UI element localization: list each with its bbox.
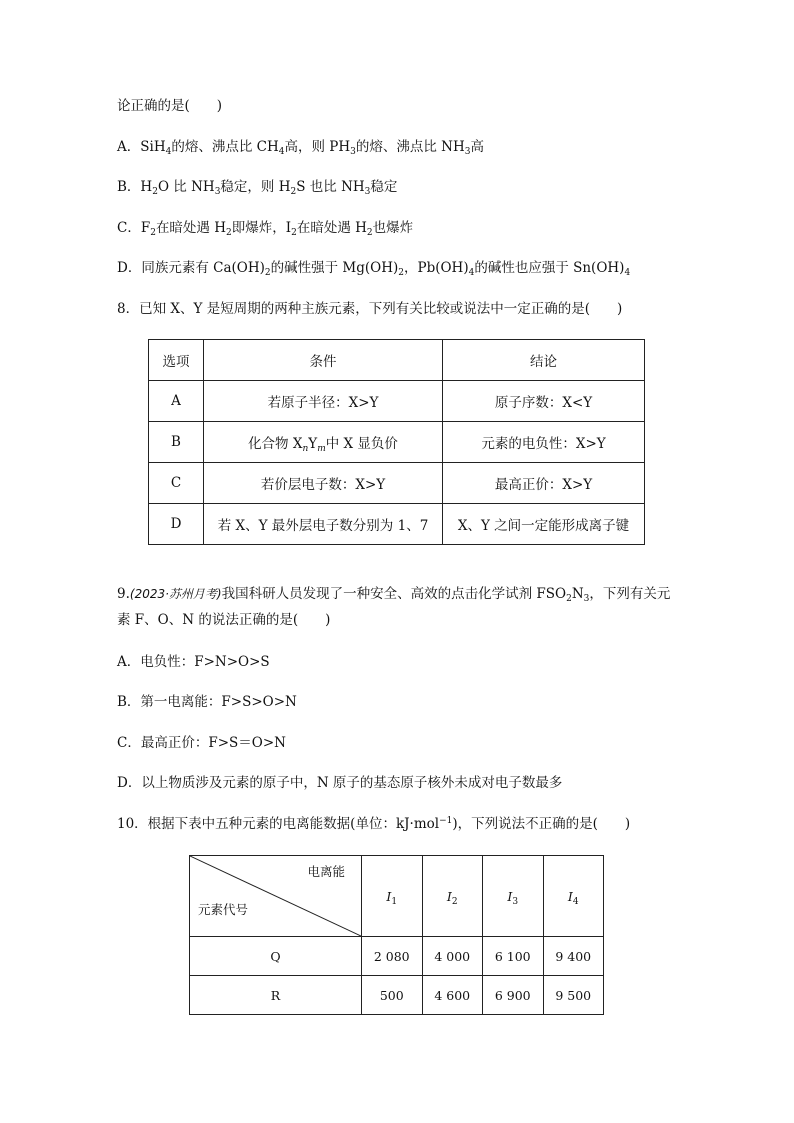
q9-option-b: B．第一电离能：F>S>O>N	[117, 694, 297, 710]
table-row	[149, 504, 645, 545]
q7-option-b: B．$H_2O$ 比 $NH_3$稳定，则 $H_2S$ 也比 $NH_3$稳定	[117, 179, 398, 197]
header-i3: $I_3$	[483, 856, 544, 937]
cell-value: 9 400	[543, 937, 604, 976]
q10-stem: 10．根据下表中五种元素的电离能数据(单位：kJ·mol$^{-1}$)，下列说法不正确的是( )	[117, 816, 631, 832]
table-header-row	[149, 340, 645, 381]
table-row	[190, 976, 604, 1015]
cell-value: 4 600	[422, 976, 483, 1015]
cell-condition: 若原子半径：X>Y	[204, 381, 443, 422]
header-i2: $I_2$	[422, 856, 483, 937]
q7-option-c: C．$F_2$在暗处遇 $H_2$即爆炸，$I_2$在暗处遇 $H_2$也爆炸	[117, 220, 414, 238]
corner-label-bottom: 元素代号	[198, 902, 249, 917]
cell-value: 9 500	[543, 976, 604, 1015]
q9-stem-line2: 素 F、O、N 的说法正确的是( )	[117, 612, 331, 628]
table-row	[149, 381, 645, 422]
cell-condition: 若价层电子数：X>Y	[204, 463, 443, 504]
header-i1: $I_1$	[362, 856, 423, 937]
q7-stem-tail: 论正确的是( )	[117, 98, 223, 114]
table-header-row	[190, 856, 604, 937]
cell-option: B	[149, 422, 204, 463]
cell-conclusion: 元素的电负性：X>Y	[443, 422, 645, 463]
cell-option: D	[149, 504, 204, 545]
q9-stem-line1: 9.(2023·苏州月考)我国科研人员发现了一种安全、高效的点击化学试剂 $FSO_2N_3$，下列有关元	[117, 586, 671, 604]
q8-table	[148, 339, 645, 545]
cell-value: 500	[362, 976, 423, 1015]
table-row	[190, 937, 604, 976]
cell-conclusion: 原子序数：X<Y	[443, 381, 645, 422]
cell-conclusion: X、Y 之间一定能形成离子键	[443, 504, 645, 545]
cell-option: C	[149, 463, 204, 504]
table-row	[149, 422, 645, 463]
q7-option-a: A．SiH$_4$的熔、沸点比 $CH_4$高，则 $PH_3$的熔、沸点比 $NH_3$高	[117, 139, 484, 157]
header-option: 选项	[149, 340, 204, 381]
q9-option-c: C．最高正价：F>S＝O>N	[117, 735, 286, 751]
header-condition: 条件	[204, 340, 443, 381]
cell-conclusion: 最高正价：X>Y	[443, 463, 645, 504]
cell-value: 6 900	[483, 976, 544, 1015]
cell-condition: 化合物 $X_nY_m$中 X 显负价	[204, 422, 443, 463]
cell-value: 4 000	[422, 937, 483, 976]
q9-option-a: A．电负性：F>N>O>S	[117, 654, 270, 670]
cell-option: A	[149, 381, 204, 422]
table-row	[149, 463, 645, 504]
cell-value: 6 100	[483, 937, 544, 976]
corner-diagonal-cell	[190, 856, 362, 937]
cell-value: 2 080	[362, 937, 423, 976]
q8-stem: 8．已知 X、Y 是短周期的两种主族元素，下列有关比较或说法中一定正确的是( )	[117, 301, 623, 317]
header-i4: $I_4$	[543, 856, 604, 937]
cell-condition: 若 X、Y 最外层电子数分别为 1、7	[204, 504, 443, 545]
q7-option-d: D．同族元素有 $Ca(OH)_2$的碱性强于 $Mg(OH)_2$，$Pb(OH)_4$的碱性也应强于 $Sn(OH)_4$	[117, 260, 631, 278]
cell-code: R	[190, 976, 362, 1015]
q9-source: (2023·苏州月考)	[129, 587, 222, 601]
corner-label-top: 电离能	[307, 864, 345, 879]
q9-option-d: D．以上物质涉及元素的原子中，N 原子的基态原子核外未成对电子数最多	[117, 775, 563, 791]
header-conclusion: 结论	[443, 340, 645, 381]
q10-table	[189, 855, 604, 1015]
cell-code: Q	[190, 937, 362, 976]
